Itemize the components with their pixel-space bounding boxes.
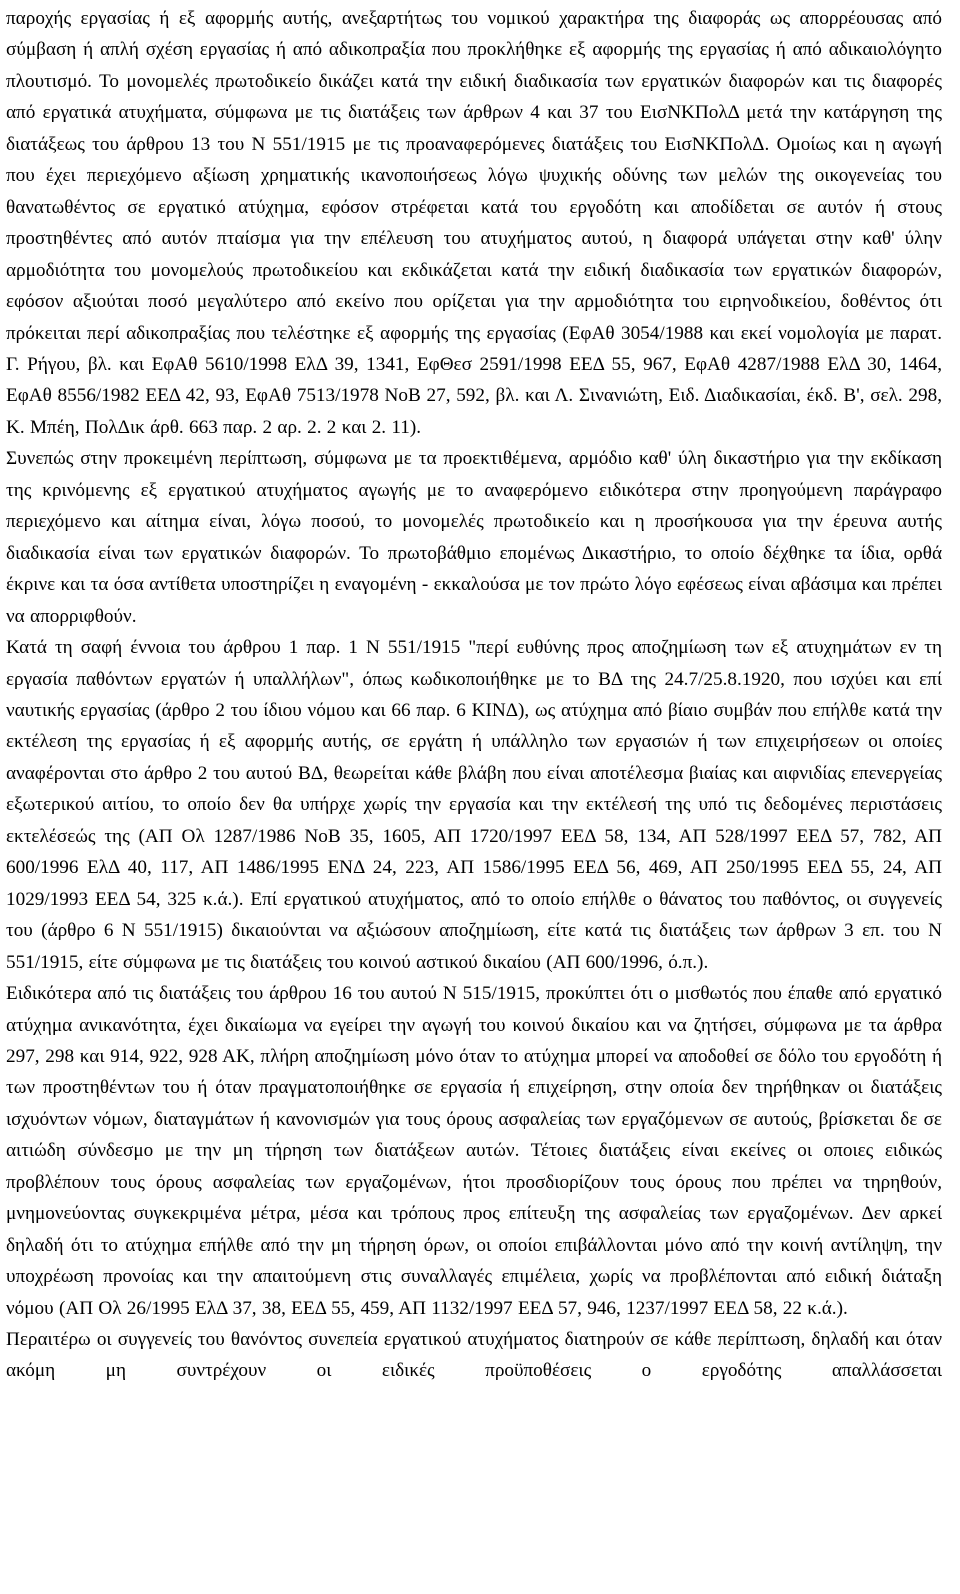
paragraph-competent-court: Συνεπώς στην προκειμένη περίπτωση, σύμφωνα με τα προεκτιθέμενα, αρμόδιο καθ' ύλη δικαστήριο για την εκδίκαση της κρινόμενης εξ εργατικού ατυχήματος αγωγής με το αναφερόμενο ειδικότερα στην προηγούμενη παράγραφο περιεχόμενο και αίτημα είναι, λόγω ποσού, το μονομελές πρωτοδικείο και η προσήκουσα για την έρευνα αυτής διαδικασία είναι των εργατικών διαφορών. Το πρωτοβάθμιο επομένως Δικαστήριο, το οποίο δέχθηκε τα ίδια, ορθά έκρινε και τα όσα αντίθετα υποστηρίζει η εναγομένη - εκκαλούσα με τον πρώτο λόγο εφέσεως είναι αβάσιμα και πρέπει να απορριφθούν. [6,448,942,627]
paragraph-employer-liability: Ειδικότερα από τις διατάξεις του άρθρου 16 του αυτού Ν 515/1915, προκύπτει ότι ο μισθωτός που έπαθε από εργατικό ατύχημα ανικανότητα, έχει δικαίωμα να εγείρει την αγωγή του κοινού δικαίου και να ζητήσει, σύμφωνα με τα άρθρα 297, 298 και 914, 922, 928 ΑΚ, πλήρη αποζημίωση μόνο όταν το ατύχημα μπορεί να αποδοθεί σε δόλο του εργοδότη ή των προστηθέντων του ή όταν πραγματοποιήθηκε σε εργασία ή επιχείρηση, στην οποία δεν τηρήθηκαν οι διατάξεις ισχυόντων νόμων, διαταγμάτων ή κανονισμών για τους όρους ασφαλείας των εργαζόμενων σε αυτούς, βρίσκεται δε σε αιτιώδη σύνδεσμο με την μη τήρηση των διατάξεων αυτών. Τέτοιες διατάξεις είναι εκείνες οι οποιες ειδικώς προβλέπουν τους όρους ασφαλείας των εργαζομένων, ήτοι προσδιορίζουν τους όρους που πρέπει να τηρηθούν, μνημονεύοντας συγκεκριμένα μέτρα, μέσα και τρόπους προς επίτευξη της ασφαλείας των εργαζομένων. Δεν αρκεί δηλαδή ότι το ατύχημα επήλθε από την μη τήρηση όρων, οι οποίοι επιβάλλονται μόνο από την κοινή αντίληψη, την υποχρέωση προνοίας και την απαιτούμενη στις συναλλαγές επιμέλεια, χωρίς να προβλέπονται από ειδική διάταξη νόμου (ΑΠ Ολ 26/1995 ΕλΔ 37, 38, ΕΕΔ 55, 459, ΑΠ 1132/1997 ΕΕΔ 57, 946, 1237/1997 ΕΕΔ 58, 22 κ.ά.). [6,983,942,1319]
document-page [6,3,942,1387]
paragraph-relatives-rights: Περαιτέρω οι συγγενείς του θανόντος συνεπεία εργατικού ατυχήματος διατηρούν σε κάθε περίπτωση, δηλαδή και όταν ακόμη μη συντρέχουν οι ειδικές προϋποθέσεις ο εργοδότης απαλλάσσεται [6,1329,942,1382]
paragraph-accident-definition: Κατά τη σαφή έννοια του άρθρου 1 παρ. 1 Ν 551/1915 "περί ευθύνης προς αποζημίωση των εξ ατυχημάτων εν τη εργασία παθόντων εργατών ή υπαλλήλων", όπως κωδικοποιήθηκε με το ΒΔ της 24.7/25.8.1920, που ισχύει και επί ναυτικής εργασίας (άρθρο 2 του ίδιου νόμου και 66 παρ. 6 ΚΙΝΔ), ως ατύχημα από βίαιο συμβάν που επήλθε κατά την εκτέλεση της εργασίας ή εξ αφορμής αυτής, σε εργάτη ή υπάλληλο των εργασιών ή των επιχειρήσεων οι οποίες αναφέρονται στο άρθρο 2 του αυτού ΒΔ, θεωρείται κάθε βλάβη που είναι αποτέλεσμα βιαίας και αιφνιδίας επενεργείας εξωτερικού αιτίου, το οποίο δεν θα υπήρχε χωρίς την εργασία και την εκτέλεσή της υπό τις δεδομένες περιστάσεις εκτελέσεώς της (ΑΠ Ολ 1287/1986 ΝοΒ 35, 1605, ΑΠ 1720/1997 ΕΕΔ 58, 134, ΑΠ 528/1997 ΕΕΔ 57, 782, ΑΠ 600/1996 ΕλΔ 40, 117, ΑΠ 1486/1995 ΕΝΔ 24, 223, ΑΠ 1586/1995 ΕΕΔ 56, 469, ΑΠ 250/1995 ΕΕΔ 55, 24, ΑΠ 1029/1993 ΕΕΔ 54, 325 κ.ά.). Επί εργατικού ατυχήματος, από το οποίο επήλθε ο θάνατος του παθόντος, οι συγγενείς του (άρθρο 6 Ν 551/1915) δικαιούνται να αξιώσουν αποζημίωση, είτε κατά τις διατάξεις των άρθρων 3 επ. του Ν 551/1915, είτε σύμφωνα με τις διατάξεις του κοινού αστικού δικαίου (ΑΠ 600/1996, ό.π.). [6,637,942,973]
paragraph-jurisdiction: παροχής εργασίας ή εξ αφορμής αυτής, ανεξαρτήτως του νομικού χαρακτήρα της διαφοράς ως απορρέουσας από σύμβαση ή απλή σχέση εργασίας ή από αδικοπραξία που προκλήθηκε εξ αφορμής της εργασίας ή από αδικαιολόγητο πλουτισμό. Το μονομελές πρωτοδικείο δικάζει κατά την ειδική διαδικασία των εργατικών διαφορών και τις διαφορές από εργατικά ατυχήματα, σύμφωνα με τις διατάξεις των άρθρων 4 και 37 του ΕισΝΚΠολΔ μετά την κατάργηση της διατάξεως του άρθρου 13 του Ν 551/1915 με τις προαναφερόμενες διατάξεις του ΕισΝΚΠολΔ. Ομοίως και η αγωγή που έχει περιεχόμενο αξίωση χρηματικής ικανοποιήσεως λόγω ψυχικής οδύνης των μελών της οικογενείας του θανατωθέντος σε εργατικό ατύχημα, εφόσον στρέφεται κατά του εργοδότη και αποδίδεται σε αυτόν ή στους προστηθέντες από αυτόν πταίσμα για την επέλευση του ατυχήματος αυτού, η διαφορά υπάγεται στην καθ' ύλην αρμοδιότητα του μονομελούς πρωτοδικείου και εκδικάζεται κατά την ειδική διαδικασία των εργατικών διαφορών, εφόσον αξιούται ποσό μεγαλύτερο από εκείνο που ορίζεται για την αρμοδιότητα του ειρηνοδικείου, δοθέντος ότι πρόκειται περί αδικοπραξίας που τελέστηκε εξ αφορμής της εργασίας (ΕφΑθ 3054/1988 και εκεί νομολογία με παρατ. Γ. Ρήγου, βλ. και ΕφΑθ 5610/1998 ΕλΔ 39, 1341, ΕφΘεσ 2591/1998 ΕΕΔ 55, 967, ΕφΑθ 4287/1988 ΕλΔ 30, 1464, ΕφΑθ 8556/1982 ΕΕΔ 42, 93, ΕφΑθ 7513/1978 ΝοΒ 27, 592, βλ. και Λ. Σινανιώτη, Ειδ. Διαδικασίαι, έκδ. Β', σελ. 298, Κ. Μπέη, ΠολΔικ άρθ. 663 παρ. 2 αρ. 2. 2 και 2. 11). [6,8,942,438]
